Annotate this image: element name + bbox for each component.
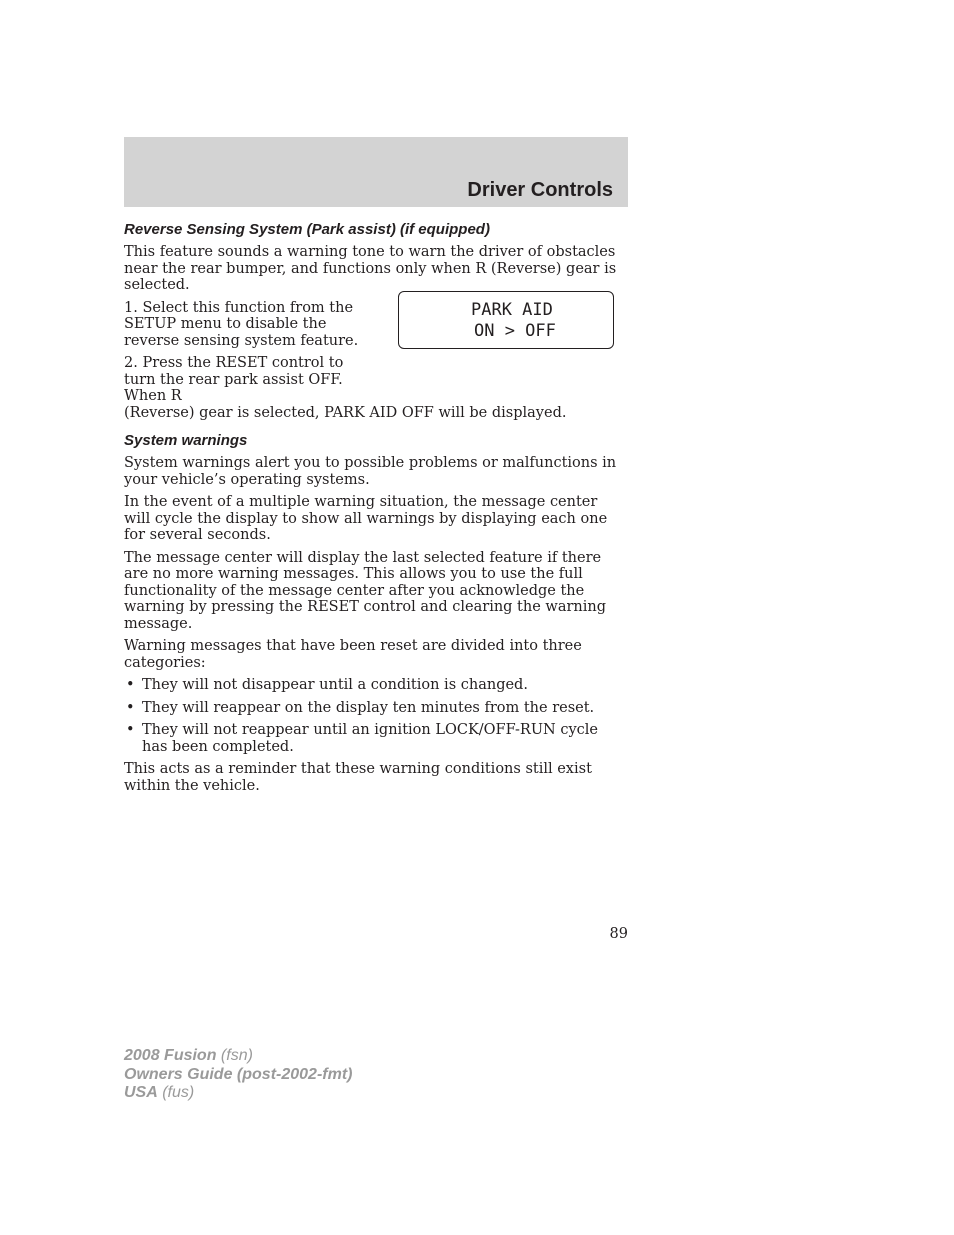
list-item: • They will not disappear until a condition is changed. <box>124 677 628 694</box>
system-warnings-p1: System warnings alert you to possible problems or malfunctions in your vehicle’s operating systems. <box>124 455 617 488</box>
step-2-part-a: 2. Press the RESET control to turn the rear park assist OFF. When R <box>124 355 344 404</box>
system-warnings-p4: Warning messages that have been reset are divided into three categories: <box>124 638 582 671</box>
list-item: • They will not reappear until an ignition LOCK/OFF-RUN cycle has been completed. <box>124 722 628 755</box>
reverse-sensing-intro: This feature sounds a warning tone to warn the driver of obstacles near the rear bumper, and functions only when R (Reverse) gear is selected. <box>124 244 617 293</box>
park-aid-display-illustration <box>398 291 614 349</box>
footer-line-3: USA (fus) <box>124 1084 195 1101</box>
system-warnings-p3: The message center will display the last selected feature if there are no more warning messages. This allows you to use the full functionality of the message center after you acknowledge the warning by pressing the RESET control and clearing the warning message. <box>124 549 606 632</box>
list-item: • They will reappear on the display ten minutes from the reset. <box>124 700 628 717</box>
section-heading-reverse-sensing: Reverse Sensing System (Park assist) (if equipped) <box>124 221 490 238</box>
document-footer <box>124 1047 352 1103</box>
system-warnings-p2: In the event of a multiple warning situation, the message center will cycle the display to show all warnings by displaying each one for several seconds. <box>124 494 608 543</box>
page-section-title: Driver Controls <box>467 179 613 201</box>
reverse-sensing-step-2 <box>124 355 628 421</box>
section-heading-system-warnings: System warnings <box>124 432 248 449</box>
display-line-1: PARK AID <box>471 300 553 320</box>
footer-line-2: Owners Guide (post-2002-fmt) <box>124 1065 353 1083</box>
warning-categories-list <box>124 677 628 755</box>
page-number: 89 <box>609 926 628 942</box>
system-warnings-section <box>124 431 628 794</box>
page-content <box>124 220 628 800</box>
header-band <box>124 137 628 207</box>
footer-line-1: 2008 Fusion (fsn) <box>124 1047 253 1064</box>
display-line-2: ON > OFF <box>474 321 556 341</box>
step-2-part-b: (Reverse) gear is selected, PARK AID OFF will be displayed. <box>124 404 567 421</box>
system-warnings-p5: This acts as a reminder that these warning conditions still exist within the vehicle. <box>124 761 592 794</box>
reverse-sensing-step-1: 1. Select this function from the SETUP menu to disable the reverse sensing system feature. <box>124 299 359 349</box>
